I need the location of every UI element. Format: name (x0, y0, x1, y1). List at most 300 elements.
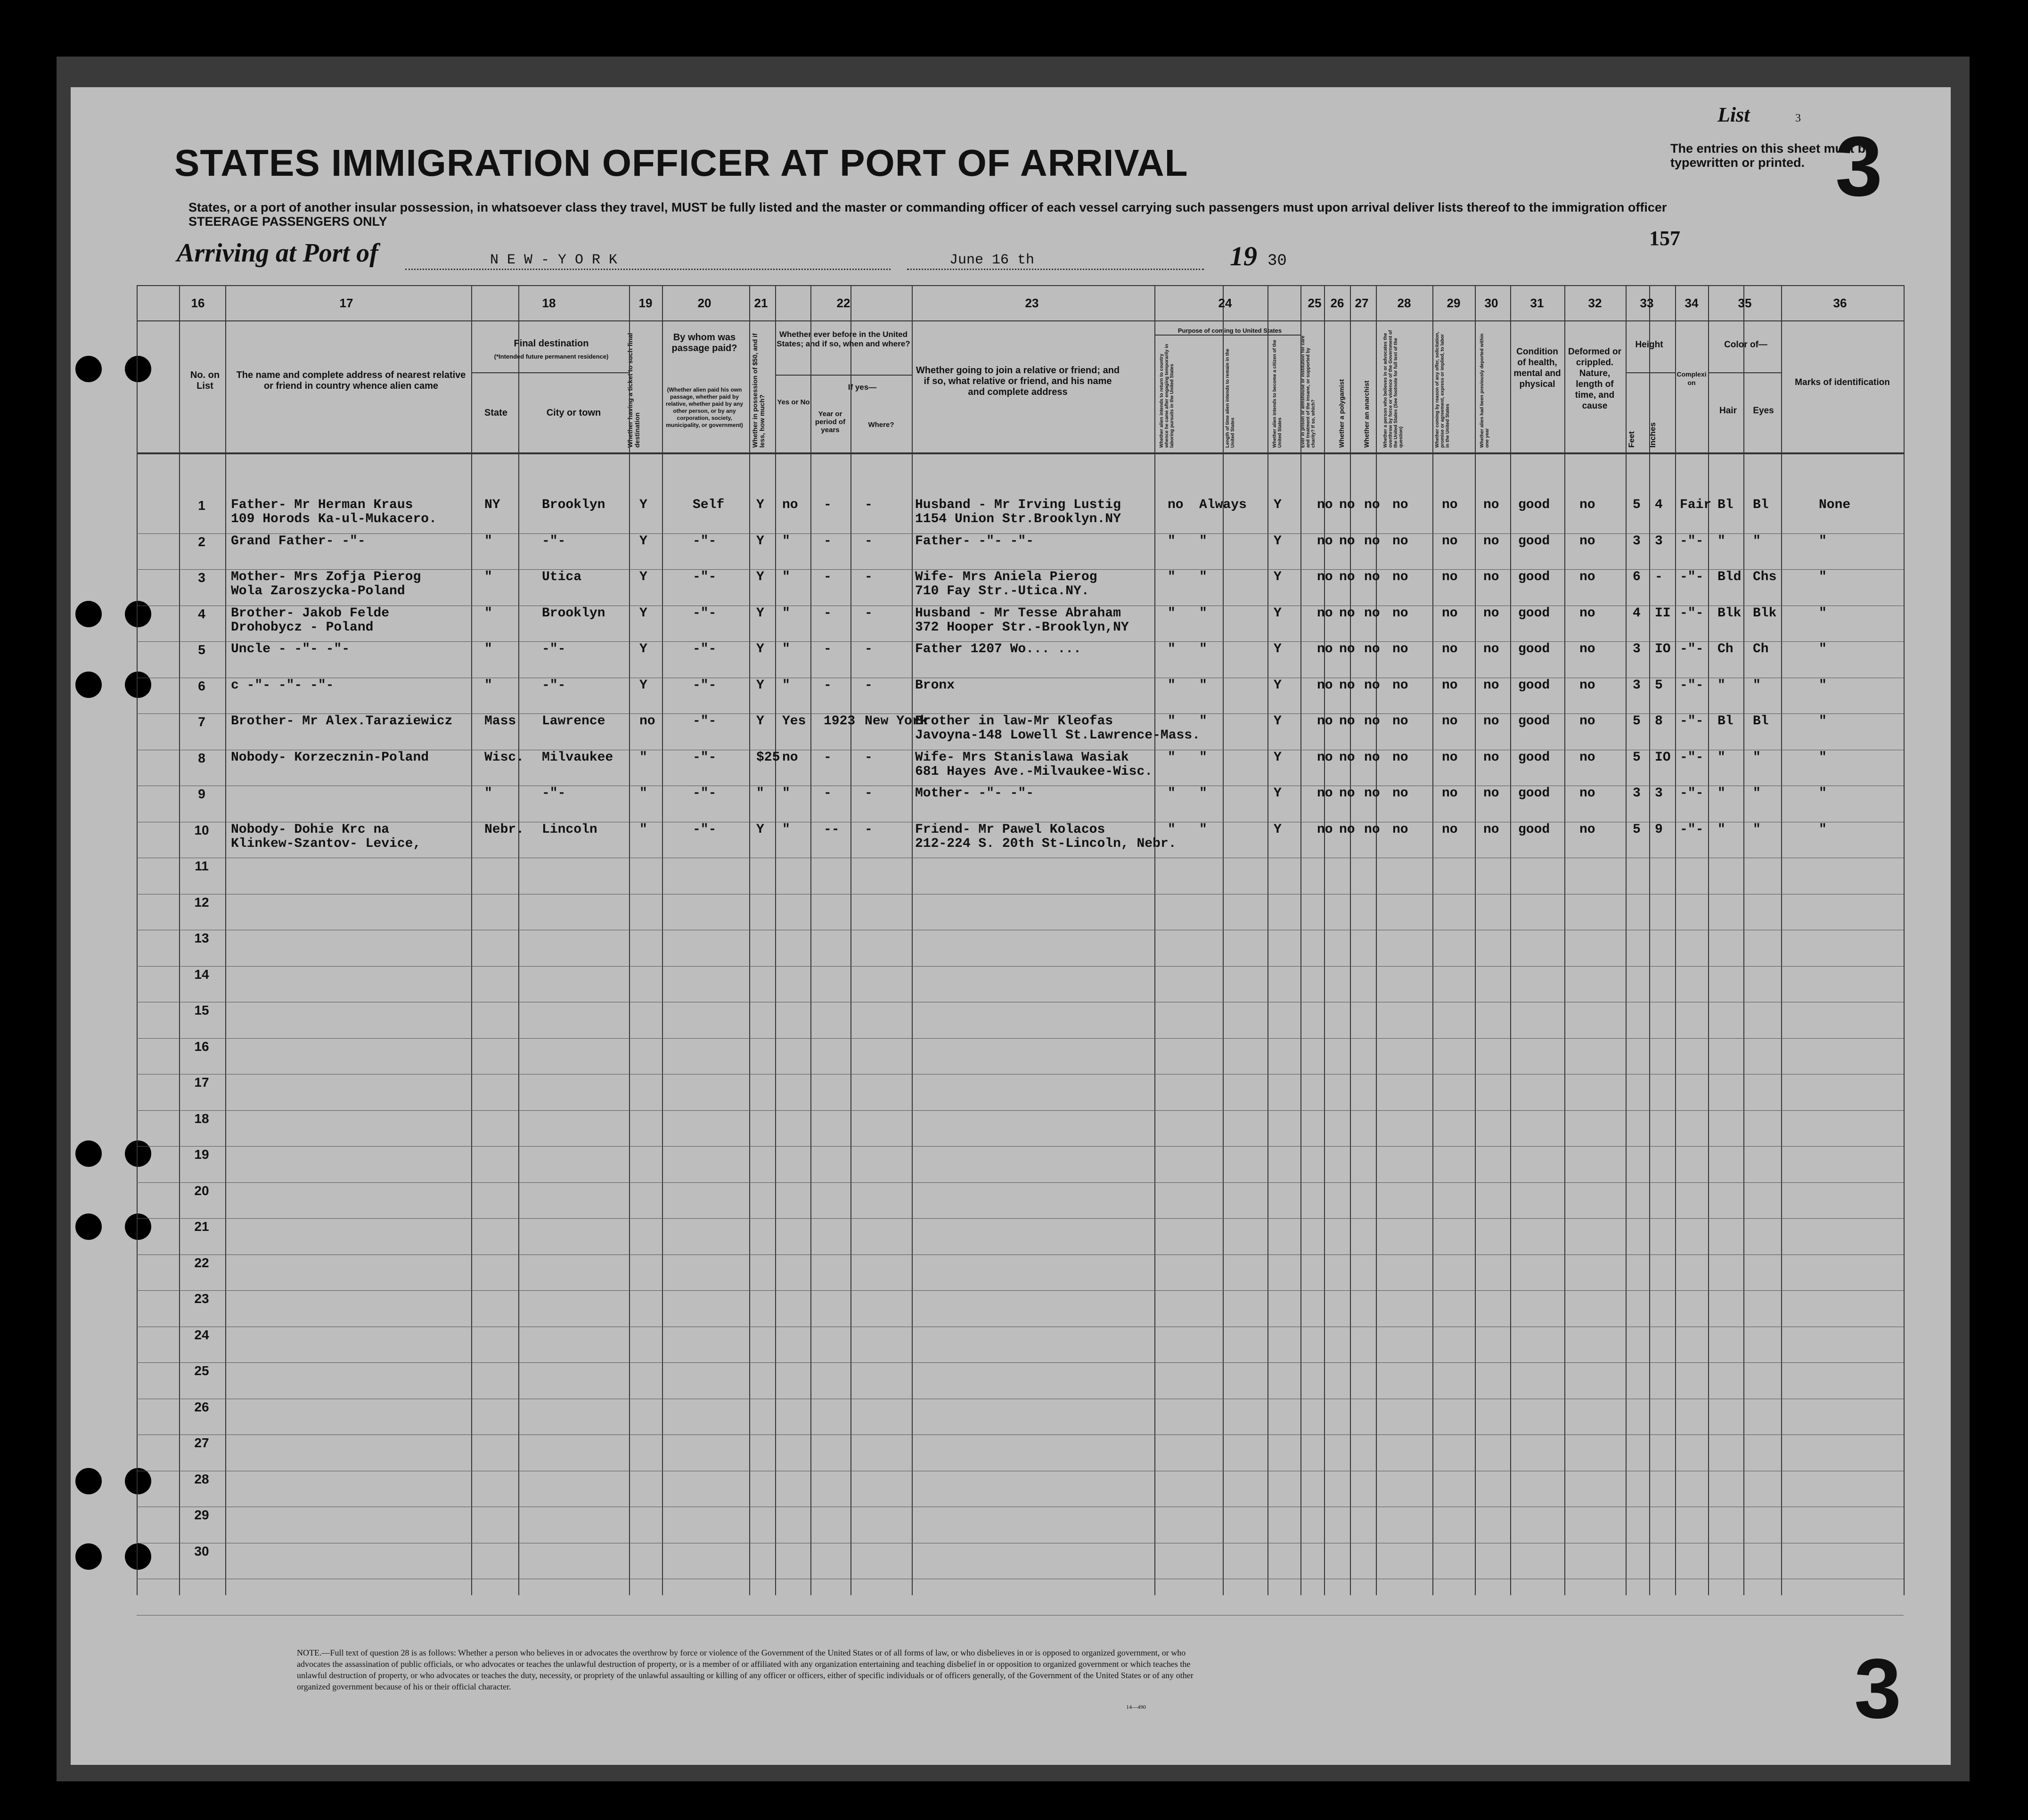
cell-c28: no (1392, 606, 1408, 621)
passage-note: (Whether alien paid his own passage, whether paid by relative, whether paid by any other person, or by any corporation, society, municipality, or government) (665, 386, 744, 428)
marks-header: Marks of identification (1795, 377, 1890, 387)
cell-c27: no (1364, 606, 1380, 621)
cell-where: - (865, 678, 873, 693)
cell-p3: Y (1274, 786, 1282, 801)
cell-c25: no (1317, 714, 1333, 729)
column-number: 27 (1355, 296, 1369, 310)
column-number: 24 (1218, 296, 1232, 310)
city-header: City or town (546, 408, 601, 418)
cell-c28: no (1392, 570, 1408, 584)
feet-header: Feet (1627, 431, 1636, 448)
cell-ticket: Y (639, 606, 647, 621)
cell-yes: " (782, 678, 790, 693)
cell-c29: no (1442, 533, 1458, 549)
page-title: STATES IMMIGRATION OFFICER AT PORT OF ARRIVAL (174, 142, 1188, 184)
cell-yes: " (782, 642, 790, 656)
cell-eyes: Bl (1753, 714, 1769, 729)
cell-p1: " (1168, 642, 1176, 656)
cell-c27: no (1364, 822, 1380, 837)
row-number: 14 (194, 967, 209, 982)
cell-eyes: " (1753, 786, 1761, 801)
column-number: 18 (542, 296, 556, 310)
punch-hole (75, 1468, 102, 1494)
cell-c26: no (1339, 678, 1355, 693)
cell-hair: Blk (1717, 606, 1742, 621)
cell-passage: -"- (693, 642, 717, 656)
cell-p1: " (1168, 570, 1176, 584)
cell-city: -"- (542, 642, 566, 656)
cell-p2: " (1199, 750, 1207, 765)
cell-health: good (1518, 786, 1550, 801)
column-number: 31 (1530, 296, 1544, 310)
row-number: 16 (194, 1039, 209, 1054)
cell-passage: -"- (693, 606, 717, 621)
cell-inches: 3 (1655, 533, 1663, 549)
cell-c29: no (1442, 570, 1458, 584)
cell-c28: no (1392, 750, 1408, 765)
cell-passage: Self (693, 498, 725, 512)
cell-deformed: no (1579, 714, 1595, 729)
steerage-line: STEERAGE PASSENGERS ONLY (188, 214, 387, 229)
cell-rel2: 109 Horods Ka-ul-Mukacero. (231, 512, 437, 526)
cell-health: good (1518, 750, 1550, 765)
cell-where: New York (865, 714, 928, 729)
cell-passage: -"- (693, 678, 717, 693)
cell-feet: 5 (1633, 750, 1641, 765)
punch-hole (75, 1543, 102, 1570)
cell-health: good (1518, 822, 1550, 837)
cell-c28: no (1392, 642, 1408, 656)
cell-where: - (865, 606, 873, 621)
cell-p3: Y (1274, 606, 1282, 621)
cell-city: -"- (542, 533, 566, 549)
cell-c27: no (1364, 714, 1380, 729)
cell-inches: 3 (1655, 786, 1663, 801)
cell-c30: no (1483, 498, 1499, 512)
column-number: 17 (339, 296, 353, 310)
row-number: 8 (198, 750, 205, 765)
cell-c29: no (1442, 498, 1458, 512)
year-period-header: Year or period of years (815, 410, 846, 434)
cell-join2: 681 Hayes Ave.-Milvaukee-Wisc. (915, 764, 1153, 779)
cell-c29: no (1442, 750, 1458, 765)
cell-yes: " (782, 533, 790, 549)
cell-health: good (1518, 570, 1550, 584)
cell-join1: Mother- -"- -"- (915, 786, 1034, 801)
cell-c29: no (1442, 714, 1458, 729)
cell-join1: Husband - Mr Tesse Abraham (915, 606, 1121, 621)
cell-complexion: -"- (1680, 822, 1704, 837)
cell-city: -"- (542, 678, 566, 693)
cell-ticket: Y (639, 642, 647, 656)
cell-c28: no (1392, 678, 1408, 693)
solicitation-header: Whether coming by reason of any offer, solicitation, promise or agreement, express or implied, to labor in the United States (1435, 331, 1450, 448)
cell-state: NY (484, 498, 500, 512)
column-number: 16 (191, 296, 205, 310)
cell-yes: " (782, 606, 790, 621)
cell-c30: no (1483, 606, 1499, 621)
cell-feet: 6 (1633, 570, 1641, 584)
punch-hole (75, 1140, 102, 1167)
cell-yrs: - (824, 678, 832, 693)
cell-city: -"- (542, 786, 566, 801)
cell-eyes: Chs (1753, 570, 1777, 584)
cell-rel1: c -"- -"- -"- (231, 678, 334, 693)
cell-c28: no (1392, 498, 1408, 512)
purpose-length-header: Length of time alien intends to remain in the United States (1225, 348, 1235, 448)
anarchist-header: Whether an anarchist (1363, 380, 1370, 448)
row-rule (137, 1146, 1904, 1147)
cell-inches: II (1655, 606, 1671, 621)
cell-passage: -"- (693, 786, 717, 801)
row-rule (137, 1290, 1904, 1291)
sheet-number-bottom: 3 (1854, 1641, 1902, 1736)
row-number: 6 (198, 678, 205, 693)
cell-p2: Always (1199, 498, 1247, 512)
column-number: 21 (754, 296, 768, 310)
cell-c25: no (1317, 822, 1333, 837)
cell-passage: -"- (693, 750, 717, 765)
cell-feet: 4 (1633, 606, 1641, 621)
cell-p2: " (1199, 786, 1207, 801)
cell-c30: no (1483, 822, 1499, 837)
punch-hole (75, 601, 102, 627)
cell-state: " (484, 786, 492, 801)
cell-ticket: " (639, 786, 647, 801)
cell-complexion: -"- (1680, 714, 1704, 729)
cell-where: - (865, 786, 873, 801)
money-header: Whether in possession of $50, and if less, how much? (751, 333, 766, 448)
cell-c30: no (1483, 786, 1499, 801)
column-number: 33 (1640, 296, 1654, 310)
cell-p3: Y (1274, 750, 1282, 765)
column-number: 29 (1447, 296, 1461, 310)
cell-yes: " (782, 822, 790, 837)
cell-inches: 9 (1655, 822, 1663, 837)
cell-ticket: Y (639, 678, 647, 693)
column-number: 36 (1833, 296, 1847, 310)
cell-c29: no (1442, 822, 1458, 837)
cell-hair: " (1717, 750, 1725, 765)
cell-rel1: Brother- Jakob Felde (231, 606, 390, 621)
purpose-citizen-header: Whether alien intends to become a citizen of the United States (1272, 340, 1283, 448)
row-rule (137, 1182, 1904, 1183)
cell-c26: no (1339, 570, 1355, 584)
cell-rel1: Nobody- Korzecznin-Poland (231, 750, 429, 765)
final-destination-header: Final destination (514, 338, 589, 349)
row-number: 11 (195, 859, 209, 873)
cell-c25: no (1317, 750, 1333, 765)
row-number: 29 (194, 1508, 209, 1522)
cell-p3: Y (1274, 822, 1282, 837)
cell-where: - (865, 533, 873, 549)
cell-rel1: Father- Mr Herman Kraus (231, 498, 413, 512)
column-number: 19 (638, 296, 653, 310)
cell-health: good (1518, 498, 1550, 512)
cell-eyes: Ch (1753, 642, 1769, 656)
cell-c27: no (1364, 570, 1380, 584)
cell-join1: Husband - Mr Irving Lustig (915, 498, 1121, 512)
cell-rel1: Mother- Mrs Zofja Pierog (231, 570, 421, 584)
no-on-list-header: No. on List (190, 370, 220, 391)
cell-state: " (484, 642, 492, 656)
header-rule (137, 285, 1904, 286)
row-number: 19 (194, 1147, 209, 1162)
cell-inches: IO (1655, 642, 1671, 656)
cell-marks: " (1819, 606, 1827, 621)
cell-where: - (865, 498, 873, 512)
cell-rel2: Wola Zaroszycka-Poland (231, 584, 405, 598)
cell-c27: no (1364, 750, 1380, 765)
cell-join1: Father- -"- -"- (915, 533, 1034, 549)
column-number: 23 (1025, 296, 1039, 310)
prison-header: Ever in prison or almshouse or institution for care and treatment of the insane, or supported by charity? If so, which? (1300, 336, 1316, 448)
cell-c26: no (1339, 498, 1355, 512)
cell-where: - (865, 570, 873, 584)
cell-p1: " (1168, 606, 1176, 621)
eyes-header: Eyes (1753, 406, 1774, 416)
cell-p1: " (1168, 714, 1176, 729)
row-rule (137, 1254, 1904, 1255)
footnote-q28: NOTE.—Full text of question 28 is as follows: Whether a person who believes in or advocates the overthrow by force or violence of the Government of the United States or of all forms of law, or who disbelieves in or is opposed to organized government, or who advocates the assassination of public officials, or who advocates or teaches the unlawful destruction of property, or is a member of or affiliated with any organization entertaining and teaching disbelief in or opposition to organized government or which teaches the unlawful destruction of property, or who advocates or teaches the duty, necessity, or propriety of the unlawful assaulting or killing of any officer or officers, either of specific individuals or of officers generally, of the Government of the United States or of any other organized government because of his or their official character. (297, 1648, 1194, 1691)
cell-ticket: Y (639, 533, 647, 549)
cell-c30: no (1483, 642, 1499, 656)
purpose-header: Purpose of coming to United States (1178, 327, 1282, 334)
cell-p2: " (1199, 678, 1207, 693)
cell-city: Brooklyn (542, 606, 605, 621)
cell-deformed: no (1579, 570, 1595, 584)
column-number: 35 (1738, 296, 1752, 310)
cell-eyes: Bl (1753, 498, 1769, 512)
row-number: 24 (194, 1327, 209, 1342)
instruction-line: States, or a port of another insular possession, in whatsoever class they travel, MUST be fully listed and the master or commanding officer of each vessel carrying such passengers must upon arrival deliver lists thereof to the immigration officer (188, 200, 1667, 214)
cell-money: " (756, 786, 764, 801)
polygamist-header: Whether a polygamist (1338, 379, 1345, 448)
cell-yrs: - (824, 498, 832, 512)
cell-marks: None (1819, 498, 1851, 512)
cell-health: good (1518, 533, 1550, 549)
cell-c30: no (1483, 714, 1499, 729)
cell-hair: " (1717, 822, 1725, 837)
port-underline (405, 269, 891, 270)
cell-marks: " (1819, 786, 1827, 801)
cell-join2: 1154 Union Str.Brooklyn.NY (915, 512, 1121, 526)
cell-where: - (865, 642, 873, 656)
punch-hole (75, 1213, 102, 1240)
cell-c25: no (1317, 786, 1333, 801)
cell-complexion: -"- (1680, 606, 1704, 621)
cell-c27: no (1364, 642, 1380, 656)
cell-p3: Y (1274, 642, 1282, 656)
deformed-header: Deformed or crippled. Nature, length of time, and cause (1568, 347, 1621, 411)
cell-c28: no (1392, 822, 1408, 837)
row-number: 27 (194, 1435, 209, 1450)
cell-deformed: no (1579, 498, 1595, 512)
cell-join1: Brother in law-Mr Kleofas (915, 714, 1113, 729)
cell-c27: no (1364, 678, 1380, 693)
cell-city: Milvaukee (542, 750, 613, 765)
cell-complexion: -"- (1680, 786, 1704, 801)
cell-c25: no (1317, 678, 1333, 693)
cell-ticket: " (639, 750, 647, 765)
column-number: 25 (1308, 296, 1322, 310)
row-number: 2 (198, 534, 205, 549)
cell-c25: no (1317, 642, 1333, 656)
cell-state: Wisc. (484, 750, 524, 765)
cell-money: Y (756, 606, 764, 621)
cell-complexion: -"- (1680, 642, 1704, 656)
cell-c28: no (1392, 533, 1408, 549)
complexion-header: Complexion (1676, 370, 1707, 386)
cell-c27: no (1364, 533, 1380, 549)
cell-p2: " (1199, 714, 1207, 729)
list-number: 3 (1795, 112, 1801, 124)
cell-health: good (1518, 606, 1550, 621)
cell-p2: " (1199, 533, 1207, 549)
cell-c25: no (1317, 498, 1333, 512)
column-number: 26 (1330, 296, 1344, 310)
subheader-rule (1626, 372, 1675, 373)
cell-p2: " (1199, 822, 1207, 837)
cell-hair: Ch (1717, 642, 1734, 656)
cell-inches: IO (1655, 750, 1671, 765)
cell-money: Y (756, 822, 764, 837)
nearest-relative-header: The name and complete address of nearest relative or friend in country whence alien came (236, 370, 466, 391)
row-rule (137, 966, 1904, 967)
final-destination-note: (*Intended future permanent residence) (494, 353, 609, 360)
row-number: 17 (194, 1075, 209, 1090)
row-rule (137, 1110, 1904, 1111)
cell-join2: 710 Fay Str.-Utica.NY. (915, 584, 1089, 598)
cell-yrs: -- (824, 822, 840, 837)
cell-rel1: Brother- Mr Alex.Taraziewicz (231, 714, 453, 729)
cell-c30: no (1483, 678, 1499, 693)
row-number: 30 (194, 1543, 209, 1558)
cell-rel2: Klinkew-Szantov- Levice, (231, 836, 421, 851)
deported-header: Whether alien had been previously deported within one year (1480, 333, 1490, 448)
port-value: N E W - Y O R K (490, 252, 618, 268)
cell-marks: " (1819, 570, 1827, 584)
cell-c25: no (1317, 570, 1333, 584)
cell-c29: no (1442, 642, 1458, 656)
date-value: June 16 th (949, 252, 1035, 268)
cell-money: Y (756, 533, 764, 549)
if-yes-header: If yes— (848, 383, 877, 392)
cell-city: Brooklyn (542, 498, 605, 512)
cell-inches: 4 (1655, 498, 1663, 512)
cell-marks: " (1819, 642, 1827, 656)
row-number: 22 (194, 1255, 209, 1270)
cell-feet: 3 (1633, 678, 1641, 693)
row-number: 12 (194, 894, 209, 910)
before-us-header: Whether ever before in the United States; and if so, when and where? (777, 330, 910, 348)
cell-eyes: Blk (1753, 606, 1777, 621)
cell-p2: " (1199, 606, 1207, 621)
row-number: 1 (198, 498, 205, 513)
cell-feet: 3 (1633, 642, 1641, 656)
cell-hair: " (1717, 786, 1725, 801)
column-number: 34 (1685, 296, 1699, 310)
cell-c26: no (1339, 642, 1355, 656)
row-number: 18 (194, 1111, 209, 1126)
cell-money: $25 (756, 750, 780, 765)
cell-complexion: -"- (1680, 750, 1704, 765)
cell-health: good (1518, 642, 1550, 656)
cell-complexion: -"- (1680, 570, 1704, 584)
cell-join1: Father 1207 Wo... ... (915, 642, 1081, 656)
cell-eyes: " (1753, 822, 1761, 837)
cell-rel1: Nobody- Dohie Krc na (231, 822, 390, 837)
inches-header: Inches (1648, 422, 1657, 448)
row-rule (137, 1218, 1904, 1219)
year-suffix: 30 (1268, 252, 1287, 270)
cell-health: good (1518, 678, 1550, 693)
list-label: List (1717, 103, 1750, 126)
cell-money: Y (756, 714, 764, 729)
cell-city: Utica (542, 570, 582, 584)
cell-yrs: - (824, 533, 832, 549)
hair-header: Hair (1719, 406, 1737, 416)
punch-hole (75, 356, 102, 382)
yes-no-header: Yes or No (777, 398, 810, 406)
cell-c25: no (1317, 606, 1333, 621)
cell-p1: " (1168, 678, 1176, 693)
cell-p3: Y (1274, 533, 1282, 549)
subheader-rule (775, 375, 912, 376)
form-number: 14—490 (1126, 1704, 1146, 1710)
cell-passage: -"- (693, 822, 717, 837)
cell-state: " (484, 570, 492, 584)
cell-money: Y (756, 678, 764, 693)
cell-hair: Bl (1717, 714, 1734, 729)
cell-marks: " (1819, 678, 1827, 693)
cell-deformed: no (1579, 642, 1595, 656)
cell-yrs: - (824, 570, 832, 584)
cell-deformed: no (1579, 750, 1595, 765)
cell-passage: -"- (693, 570, 717, 584)
purpose-return-header: Whether alien intends to return to country whence he came after engaging temporarily in laboring pursuits in the United States (1159, 344, 1175, 448)
cell-rel2: Drohobycz - Poland (231, 620, 374, 635)
cell-c26: no (1339, 786, 1355, 801)
cell-marks: " (1819, 533, 1827, 549)
cell-p3: Y (1274, 570, 1282, 584)
cell-c25: no (1317, 533, 1333, 549)
row-number: 9 (198, 787, 205, 801)
cell-ticket: " (639, 822, 647, 837)
cell-city: Lawrence (542, 714, 605, 729)
cell-p1: " (1168, 750, 1176, 765)
cell-inches: 5 (1655, 678, 1663, 693)
cell-eyes: " (1753, 678, 1761, 693)
cell-complexion: -"- (1680, 678, 1704, 693)
column-number: 20 (697, 296, 711, 310)
row-number: 25 (194, 1363, 209, 1378)
cell-deformed: no (1579, 786, 1595, 801)
cell-c26: no (1339, 822, 1355, 837)
cell-passage: -"- (693, 714, 717, 729)
row-number: 13 (194, 931, 209, 945)
cell-p1: " (1168, 533, 1176, 549)
joining-header: Whether going to join a relative or friend; and if so, what relative or friend, and his name and complete address (916, 365, 1120, 397)
sheet-number-top: 3 (1835, 119, 1883, 214)
where-header: Where? (868, 421, 894, 429)
row-rule (137, 1362, 1904, 1363)
cell-ticket: Y (639, 498, 647, 512)
cell-join1: Wife- Mrs Stanislawa Wasiak (915, 750, 1129, 765)
row-number: 28 (194, 1471, 209, 1486)
cell-c26: no (1339, 714, 1355, 729)
cell-join2: 372 Hooper Str.-Brooklyn,NY (915, 620, 1129, 635)
